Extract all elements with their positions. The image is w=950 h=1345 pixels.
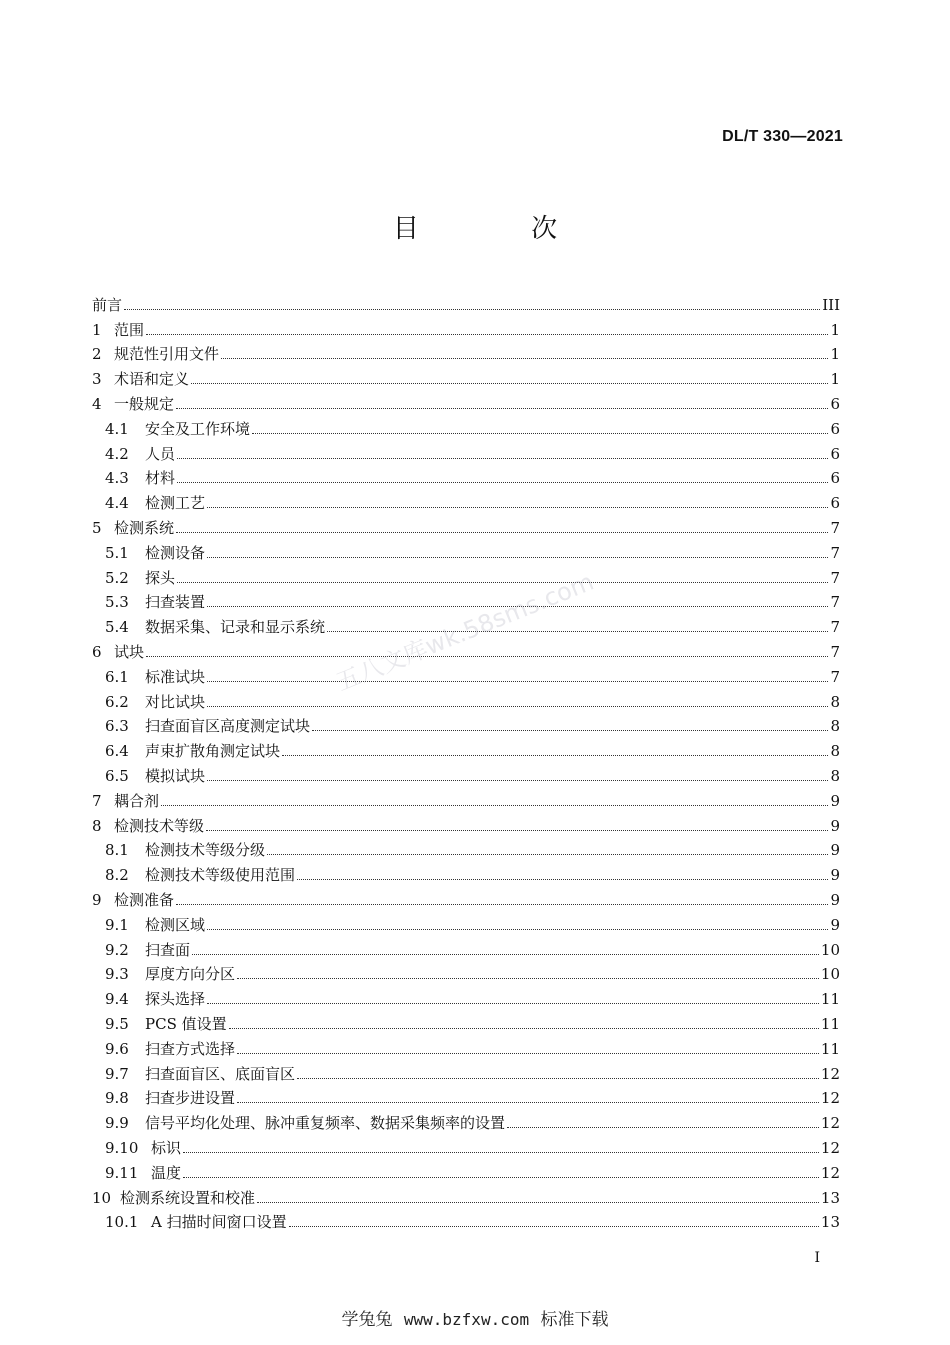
- toc-entry-number: 5.2: [105, 568, 129, 587]
- toc-entry-page: 7: [830, 618, 840, 637]
- toc-entry[interactable]: [105, 1008, 840, 1033]
- toc-entry[interactable]: [92, 512, 840, 537]
- footer-site-name: 学兔兔: [341, 1310, 393, 1330]
- toc-entry-number: 3: [92, 370, 102, 389]
- toc-entry-number: 10.1: [105, 1213, 139, 1232]
- toc-entry-label: 试块: [114, 642, 145, 661]
- toc-entry-page: 9: [830, 866, 840, 885]
- toc-leader-dots: [267, 853, 828, 855]
- toc-entry-page: III: [822, 295, 840, 314]
- toc-entry-number: 10: [92, 1188, 112, 1207]
- toc-entry-label: 模拟试块: [145, 766, 206, 785]
- toc-entry[interactable]: [105, 1132, 840, 1157]
- toc-leader-dots: [177, 581, 828, 583]
- page-number: I: [814, 1250, 820, 1266]
- toc-entry[interactable]: [92, 884, 840, 909]
- toc-entry-page: 10: [820, 965, 840, 984]
- toc-entry-page: 7: [830, 543, 840, 562]
- toc-entry-number: 5: [92, 518, 102, 537]
- toc-leader-dots: [146, 333, 828, 335]
- toc-leader-dots: [289, 1225, 819, 1227]
- toc-entry-page: 11: [820, 990, 840, 1009]
- toc-entry-label: 扫查装置: [145, 593, 206, 612]
- toc-entry-page: 11: [820, 1039, 840, 1058]
- toc-entry[interactable]: [92, 339, 840, 364]
- toc-entry-number: 8: [92, 816, 102, 835]
- toc-leader-dots: [191, 382, 828, 384]
- footer-url[interactable]: www.bzfxw.com: [403, 1310, 530, 1329]
- toc-entry[interactable]: [105, 438, 840, 463]
- toc-entry-page: 1: [830, 320, 840, 339]
- toc-entry-number: 6.4: [105, 742, 129, 761]
- toc-leader-dots: [207, 1002, 819, 1004]
- toc-entry-label: 前言: [92, 295, 123, 314]
- toc-entry-label: 检测准备: [114, 890, 175, 909]
- toc-leader-dots: [192, 953, 819, 955]
- toc-entry-page: 7: [830, 518, 840, 537]
- toc-entry[interactable]: [105, 959, 840, 984]
- toc-entry-page: 6: [830, 444, 840, 463]
- toc-entry[interactable]: [105, 1207, 840, 1232]
- toc-entry-number: 6.3: [105, 717, 129, 736]
- toc-entry-label: 对比试块: [145, 692, 206, 711]
- toc-entry[interactable]: [92, 363, 840, 388]
- toc-entry-page: 6: [830, 494, 840, 513]
- toc-entry-label: 检测技术等级: [114, 816, 205, 835]
- toc-leader-dots: [183, 1176, 819, 1178]
- toc-entry[interactable]: [105, 983, 840, 1008]
- toc-entry[interactable]: [92, 314, 840, 339]
- toc-entry-label: 人员: [145, 444, 176, 463]
- toc-title: 目 次: [392, 214, 610, 244]
- toc-entry-page: 9: [830, 915, 840, 934]
- toc-entry-page: 12: [820, 1114, 840, 1133]
- toc-entry-page: 13: [820, 1213, 840, 1232]
- toc-leader-dots: [297, 1077, 819, 1079]
- toc-entry-number: 7: [92, 791, 102, 810]
- toc-entry[interactable]: [105, 1157, 840, 1182]
- toc-entry[interactable]: [105, 859, 840, 884]
- toc-entry-page: 11: [820, 1014, 840, 1033]
- toc-leader-dots: [257, 1201, 819, 1203]
- toc-entry-label: 标识: [151, 1138, 182, 1157]
- toc-entry-label: 术语和定义: [114, 370, 190, 389]
- toc-entry-number: 9.10: [105, 1138, 139, 1157]
- toc-leader-dots: [312, 729, 828, 731]
- toc-entry[interactable]: [105, 562, 840, 587]
- toc-leader-dots: [177, 457, 828, 459]
- toc-entry[interactable]: [92, 1182, 840, 1207]
- toc-entry-number: 6.1: [105, 667, 129, 686]
- toc-entry-label: 扫查方式选择: [145, 1039, 236, 1058]
- toc-entry-page: 7: [830, 568, 840, 587]
- toc-entry-number: 4.1: [105, 419, 129, 438]
- toc-leader-dots: [237, 1101, 819, 1103]
- toc-entry-number: 9.11: [105, 1163, 139, 1182]
- toc-leader-dots: [176, 531, 828, 533]
- toc-entry-label: 耦合剂: [114, 791, 160, 810]
- toc-entry-label: 扫查步进设置: [145, 1089, 236, 1108]
- toc-entry-page: 7: [830, 667, 840, 686]
- watermark: 五八文库wk.58sms.com: [332, 567, 598, 697]
- toc-leader-dots: [207, 928, 828, 930]
- toc-leader-dots: [207, 680, 828, 682]
- toc-entry[interactable]: [105, 1058, 840, 1083]
- toc-entry-number: 9.9: [105, 1114, 129, 1133]
- toc-entry-number: 9.5: [105, 1014, 129, 1033]
- toc-entry-number: 5.3: [105, 593, 129, 612]
- toc-entry-label: PCS 值设置: [145, 1014, 227, 1033]
- toc-entry-page: 6: [830, 419, 840, 438]
- toc-entry-number: 6.2: [105, 692, 129, 711]
- footer-tagline: 标准下载: [540, 1310, 609, 1330]
- toc-leader-dots: [229, 1027, 819, 1029]
- toc-entry[interactable]: [105, 909, 840, 934]
- toc-leader-dots: [207, 705, 828, 707]
- toc-entry-number: 6.5: [105, 766, 129, 785]
- toc-entry-number: 8.1: [105, 841, 129, 860]
- toc-entry-page: 9: [830, 791, 840, 810]
- toc-entry-page: 12: [820, 1138, 840, 1157]
- toc-entry-page: 9: [830, 841, 840, 860]
- toc-entry-number: 9.1: [105, 915, 129, 934]
- toc-entry[interactable]: [92, 388, 840, 413]
- toc-entry-page: 12: [820, 1064, 840, 1083]
- toc-entry-number: 4.2: [105, 444, 129, 463]
- toc-leader-dots: [252, 432, 828, 434]
- toc-entry-label: 探头选择: [145, 990, 206, 1009]
- toc-entry-page: 7: [830, 642, 840, 661]
- toc-entry-number: 9.4: [105, 990, 129, 1009]
- toc-entry[interactable]: [92, 785, 840, 810]
- toc-entry-number: 9: [92, 890, 102, 909]
- toc-entry[interactable]: [105, 835, 840, 860]
- toc-entry-number: 9.3: [105, 965, 129, 984]
- toc-entry-number: 1: [92, 320, 102, 339]
- toc-entry[interactable]: [105, 1033, 840, 1058]
- toc-entry-label: A 扫描时间窗口设置: [151, 1213, 287, 1232]
- toc-entry-label: 规范性引用文件: [114, 345, 220, 364]
- toc-entry[interactable]: [105, 463, 840, 488]
- doc-code: DL/T 330—2021: [722, 128, 843, 145]
- toc-entry-label: 检测区域: [145, 915, 206, 934]
- toc-leader-dots: [207, 779, 828, 781]
- toc-leader-dots: [176, 903, 828, 905]
- toc-entry-label: 声束扩散角测定试块: [145, 742, 281, 761]
- toc-leader-dots: [207, 506, 828, 508]
- toc-entry[interactable]: [92, 289, 840, 314]
- toc-leader-dots: [237, 1052, 819, 1054]
- toc-entry-label: 检测技术等级使用范围: [145, 866, 296, 885]
- toc-leader-dots: [183, 1151, 819, 1153]
- toc-entry[interactable]: [105, 413, 840, 438]
- toc-leader-dots: [177, 481, 828, 483]
- toc-entry-label: 扫查面盲区、底面盲区: [145, 1064, 296, 1083]
- toc-entry-label: 扫查面: [145, 940, 191, 959]
- toc-entry-page: 10: [820, 940, 840, 959]
- toc-entry[interactable]: [105, 1083, 840, 1108]
- toc-entry-page: 12: [820, 1163, 840, 1182]
- toc-entry-page: 8: [830, 766, 840, 785]
- toc-entry-label: 安全及工作环境: [145, 419, 251, 438]
- toc-entry-number: 9.8: [105, 1089, 129, 1108]
- toc-entry[interactable]: [105, 487, 840, 512]
- footer: [0, 1305, 950, 1330]
- toc-leader-dots: [237, 977, 819, 979]
- toc-entry[interactable]: [105, 661, 840, 686]
- toc-entry[interactable]: [105, 686, 840, 711]
- toc-leader-dots: [176, 407, 828, 409]
- toc-leader-dots: [282, 754, 828, 756]
- toc-leader-dots: [507, 1126, 819, 1128]
- toc-entry-page: 8: [830, 692, 840, 711]
- toc-leader-dots: [206, 829, 828, 831]
- toc-entry[interactable]: [105, 760, 840, 785]
- toc-leader-dots: [146, 655, 828, 657]
- toc-entry-label: 范围: [114, 320, 145, 339]
- toc-entry-label: 检测设备: [145, 543, 206, 562]
- toc-entry-page: 7: [830, 593, 840, 612]
- toc-entry-number: 8.2: [105, 866, 129, 885]
- toc-entry-label: 检测技术等级分级: [145, 841, 266, 860]
- toc-entry[interactable]: [105, 934, 840, 959]
- toc-entry-label: 一般规定: [114, 394, 175, 413]
- toc-entry-label: 检测工艺: [145, 494, 206, 513]
- toc-entry-number: 9.6: [105, 1039, 129, 1058]
- toc-entry[interactable]: [105, 537, 840, 562]
- toc-entry-number: 6: [92, 642, 102, 661]
- toc-entry-number: 5.4: [105, 618, 129, 637]
- toc-entry-label: 温度: [151, 1163, 182, 1182]
- toc-entry-label: 材料: [145, 469, 176, 488]
- toc-entry-number: 4: [92, 394, 102, 413]
- toc-entry[interactable]: [105, 1107, 840, 1132]
- toc-leader-dots: [221, 357, 828, 359]
- toc-leader-dots: [124, 308, 820, 310]
- toc-entry-label: 信号平均化处理、脉冲重复频率、数据采集频率的设置: [145, 1114, 506, 1133]
- toc-entry-number: 4.3: [105, 469, 129, 488]
- toc-entry[interactable]: [105, 735, 840, 760]
- toc-entry-page: 1: [830, 370, 840, 389]
- toc-entry-label: 检测系统: [114, 518, 175, 537]
- toc-leader-dots: [207, 556, 828, 558]
- toc-entry-page: 13: [820, 1188, 840, 1207]
- toc-entry-number: 4.4: [105, 494, 129, 513]
- toc-entry[interactable]: [105, 711, 840, 736]
- toc-entry-page: 12: [820, 1089, 840, 1108]
- toc-entry-number: 2: [92, 345, 102, 364]
- toc-entry-label: 探头: [145, 568, 176, 587]
- toc-leader-dots: [297, 878, 828, 880]
- toc-entry-label: 标准试块: [145, 667, 206, 686]
- toc-entry-label: 扫查面盲区高度测定试块: [145, 717, 311, 736]
- toc-entry-page: 8: [830, 717, 840, 736]
- toc-leader-dots: [327, 630, 828, 632]
- toc-entry-label: 厚度方向分区: [145, 965, 236, 984]
- toc-leader-dots: [161, 804, 828, 806]
- toc-entry-page: 1: [830, 345, 840, 364]
- toc-entry-page: 8: [830, 742, 840, 761]
- toc-entry-number: 9.7: [105, 1064, 129, 1083]
- toc-entry-page: 9: [830, 816, 840, 835]
- toc-entry[interactable]: [92, 810, 840, 835]
- toc-entry-page: 9: [830, 890, 840, 909]
- toc-entry-number: 5.1: [105, 543, 129, 562]
- toc-entry-page: 6: [830, 469, 840, 488]
- toc-entry-label: 检测系统设置和校准: [120, 1188, 256, 1207]
- toc-entry-number: 9.2: [105, 940, 129, 959]
- toc-entry-page: 6: [830, 394, 840, 413]
- toc-entry-label: 数据采集、记录和显示系统: [145, 618, 326, 637]
